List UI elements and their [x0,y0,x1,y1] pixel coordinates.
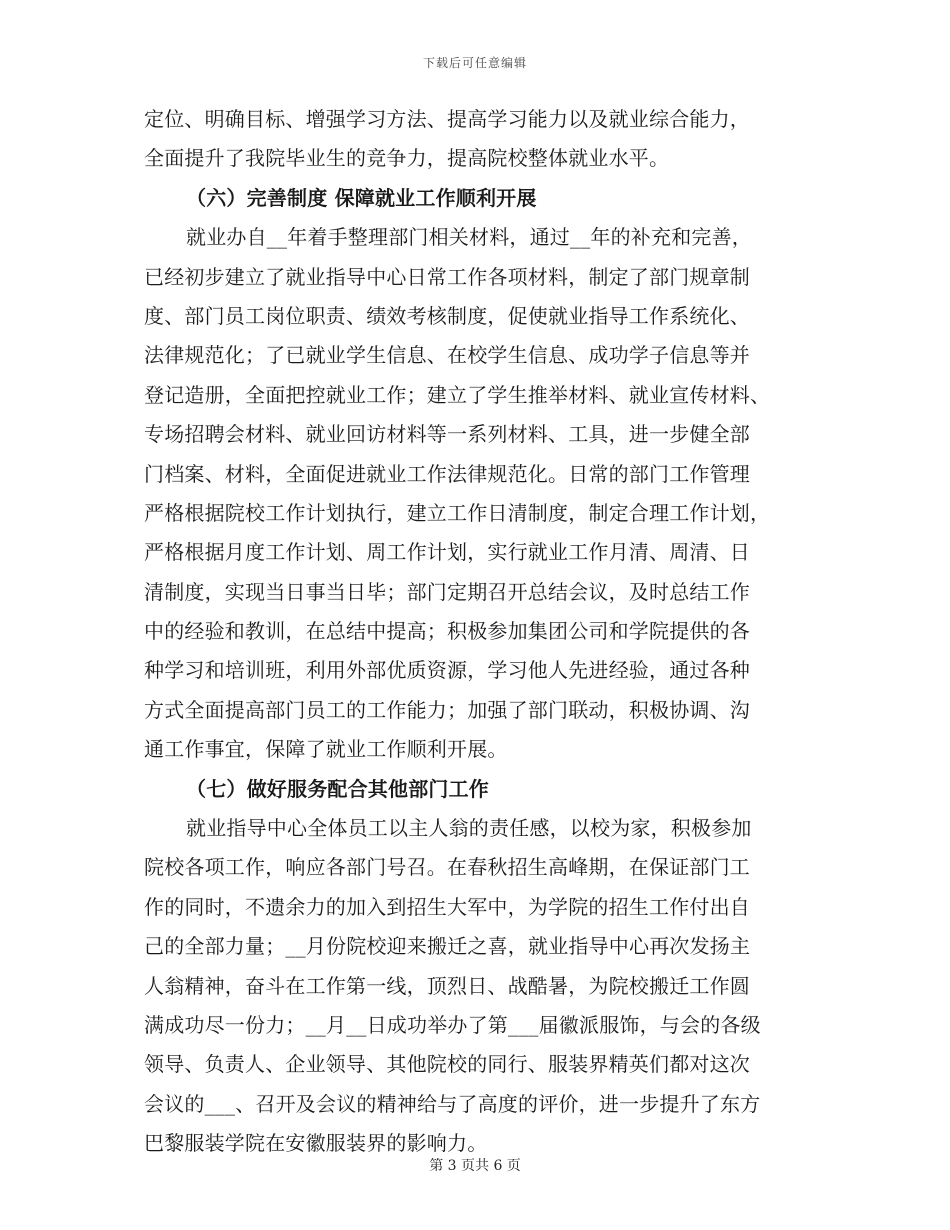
text-line: 就业指导中心全体员工以主人翁的责任感，以校为家，积极参加 [186,816,752,841]
text-line: 己的全部力量；__月份院校迎来搬迁之喜，就业指导中心再次发扬主 [144,934,751,959]
text-line: 门档案、材料，全面促进就业工作法律规范化。日常的部门工作管理 [144,461,750,486]
text-line: 严格根据院校工作计划执行，建立工作日清制度，制定合理工作计划， [144,500,771,525]
text-line: 中的经验和教训，在总结中提高；积极参加集团公司和学院提供的各 [144,619,750,644]
text-line: 领导、负责人、企业领导、其他院校的同行、服装界精英们都对这次 [144,1052,750,1077]
text-line: 全面提升了我院毕业生的竞争力，提高院校整体就业水平。 [144,146,670,171]
page-header: 下载后可任意编辑 [422,56,527,70]
text-line: 登记造册，全面把控就业工作；建立了学生推举材料、就业宣传材料、 [144,382,771,407]
text-line: 清制度，实现当日事当日毕；部门定期召开总结会议，及时总结工作 [144,579,750,604]
text-line: 人翁精神，奋斗在工作第一线，顶烈日、战酷暑，为院校搬迁工作圆 [144,973,750,998]
text-line: 巴黎服装学院在安徽服装界的影响力。 [144,1131,488,1156]
text-line: 专场招聘会材料、就业回访材料等一系列材料、工具，进一步健全部 [144,422,750,447]
text-line: 度、部门员工岗位职责、绩效考核制度，促使就业指导工作系统化、 [144,303,750,328]
text-line: 会议的___、召开及会议的精神给与了高度的评价，进一步提升了东方 [144,1091,761,1116]
text-line: 种学习和培训班，利用外部优质资源，学习他人先进经验，通过各种 [144,658,750,683]
text-line: 方式全面提高部门员工的工作能力；加强了部门联动，积极协调、沟 [144,697,750,722]
section-heading: （七）做好服务配合其他部门工作 [186,776,489,801]
text-line: 作的同时，不遗余力的加入到招生大军中，为学院的招生工作付出自 [144,894,750,919]
page-number-footer: 第 3 页共 6 页 [429,1158,521,1174]
text-line: 就业办自__年着手整理部门相关材料，通过__年的补充和完善， [186,225,752,250]
text-line: 通工作事宜，保障了就业工作顺利开展。 [144,737,508,762]
text-line: 定位、明确目标、增强学习方法、提高学习能力以及就业综合能力， [144,107,750,131]
text-line: 满成功尽一份力；__月__日成功举办了第___届徽派服饰，与会的各级 [144,1012,761,1037]
section-heading: （六）完善制度 保障就业工作顺利开展 [186,185,537,210]
text-line: 严格根据月度工作计划、周工作计划，实行就业工作月清、周清、日 [144,540,750,565]
text-line: 法律规范化；了已就业学生信息、在校学生信息、成功学子信息等并 [144,343,750,368]
text-line: 已经初步建立了就业指导中心日常工作各项材料，制定了部门规章制 [144,264,750,289]
text-line: 院校各项工作，响应各部门号召。在春秋招生高峰期，在保证部门工 [144,855,750,880]
document-body [144,100,804,1164]
